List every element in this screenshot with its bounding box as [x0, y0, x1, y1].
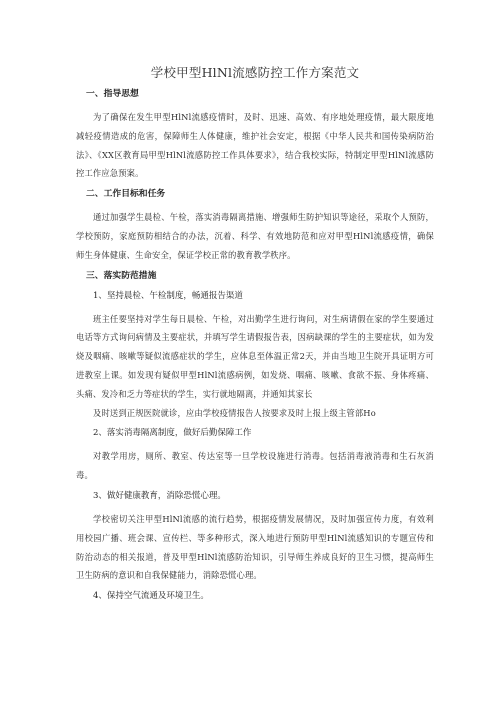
subheading-disinfection: 2、落实消毒隔离制度，做好后勤保障工作 — [93, 428, 252, 439]
section-heading-prevention-measures: 三、落实防范措施 — [86, 270, 157, 281]
subheading-air-circulation: 4、保持空气流通及环境卫生。 — [93, 591, 209, 602]
section-paragraph: 对教学用房，厕所、教室、传达室等一旦学校设施进行消毒。包括消毒液消毒和生石灰消毒。 — [76, 451, 434, 481]
section-paragraph: 通过加强学生晨检、午检，落实消毒隔离措施、增强师生防护知识等途径，采取个人预防，学校预防，家庭预防相结合的办法，沉着、科学、有效地防范和应对甲型HlNl流感疫情，确保师生身体健康、生命安全，保证学校正常的教育教学秩序。 — [76, 212, 434, 260]
subheading-health-education: 3、做好健康教育，消除恐慌心理。 — [93, 490, 226, 501]
section-heading-guiding-ideology: 一、指导思想 — [86, 89, 139, 99]
section-paragraph: 及时送到正规医院就诊，应由学校疫情报告人按要求及时上报上级主管部Ho — [93, 407, 376, 418]
section-paragraph: 为了确保在发生甲型HlNl流感疫情时，及时、迅速、高效、有序地处理疫情，最大限度地减轻疫情造成的危害，保障师生人体健康，维护社会安定，根据《中华人民共和国传染病防治法》、《XX区教育局甲型HlNl流感防控工作具体要求》，结合我校实际，特制定甲型HlNl流感防控工作应急预案。 — [76, 112, 434, 179]
section-paragraph: 班主任要坚持对学生每日晨检、午检，对出勤学生进行询问，对生病请假在家的学生要通过电话等方式询问病情及主要症状，并填写学生请假报告表，因病缺课的学生的主要症状，如为发烧及咽痛、咳嗽等疑似流感症状的学生，应体息至体温正常2天，并由当地卫生院开具证明方可进教室上课。如发现有疑似甲型HlNl流感病例，如发烧、咽痛、咳嗽、食欲不振、身体疼痛、头痛、发冷和乏力等症状的学生，实行就地隔离，并通知其家长 — [76, 313, 434, 399]
section-paragraph: 学校密切关注甲型HlNl流感的流行趋势，根据疫情发展情况，及时加强宣传力度，有效利用校园广播、班会课、宣传栏、等多种形式，深入地进行预防甲型HlNl流感知识的专题宣传和防治动态的相关报道，普及甲型HlNl流感防治知识，引导师生养成良好的卫生习惯，提高师生卫生防病的意识和自我保健能力，消除恐慌心理。 — [76, 513, 434, 581]
document-title: 学校甲型HlNl流感防控工作方案范文 — [150, 65, 360, 80]
subheading-morning-noon-check: 1、坚持晨检、午检制度，畅通报告渠道 — [93, 290, 243, 301]
section-heading-goals-tasks: 二、工作目标和任务 — [86, 189, 166, 200]
document-body — [76, 64, 434, 610]
